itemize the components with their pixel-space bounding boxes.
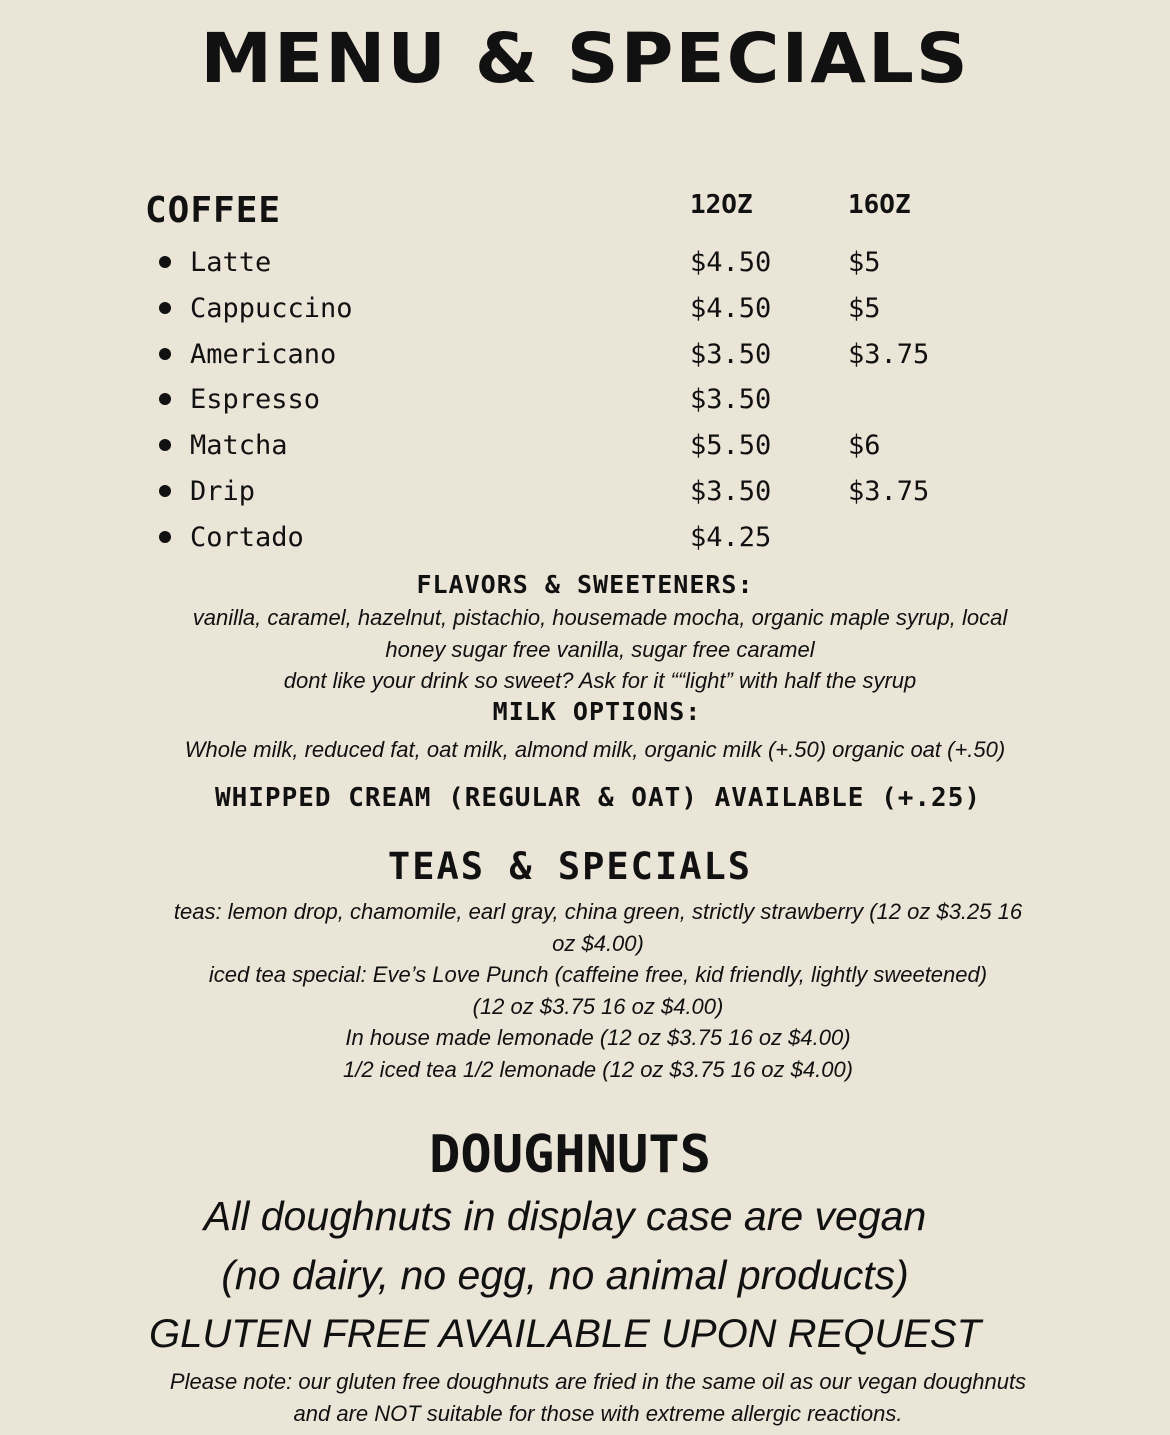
size-12oz-header: 12OZ (690, 190, 753, 220)
teas-line: teas: lemon drop, chamomile, earl gray, china green, strictly strawberry (12 oz $3.25 16 (173, 899, 1023, 924)
coffee-item (0, 469, 1170, 515)
coffee-name: Cortado (190, 521, 304, 553)
teas-heading: TEAS & SPECIALS (387, 845, 753, 888)
coffee-name: Latte (190, 247, 272, 278)
price-12oz: $5.50 (690, 430, 772, 462)
coffee-item (0, 515, 1170, 561)
doughnuts-no-animal-line: (no dairy, no egg, no animal products) (221, 1252, 909, 1298)
price-16oz: $3.75 (848, 338, 930, 370)
doughnuts-text (0, 1187, 1150, 1364)
bullet-icon (159, 256, 171, 268)
price-16oz: $6 (848, 430, 881, 462)
coffee-name: Matcha (190, 430, 288, 462)
coffee-name: Espresso (190, 384, 321, 416)
coffee-heading: COFFEE (145, 190, 282, 231)
milk-options-text: Whole milk, reduced fat, oat milk, almond milk, organic milk (+.50) organic oat (+.50) (184, 737, 1006, 762)
price-12oz: $4.50 (690, 292, 772, 324)
price-12oz: $4.50 (690, 247, 772, 278)
coffee-name: Cappuccino (190, 292, 353, 324)
coffee-item (0, 240, 1170, 286)
flavors-line: vanilla, caramel, hazelnut, pistachio, housemade mocha, organic maple syrup, local (192, 605, 1008, 630)
gluten-free-line: GLUTEN FREE AVAILABLE UPON REQUEST (148, 1312, 982, 1356)
price-12oz: $3.50 (690, 384, 772, 416)
price-12oz: $4.25 (690, 521, 772, 553)
coffee-item (0, 332, 1170, 378)
teas-line: oz $4.00) (552, 930, 644, 956)
teas-line: 1/2 iced tea 1/2 lemonade (12 oz $3.75 16 oz $4.00) (342, 1056, 854, 1082)
page-title: MENU & SPECIALS (200, 18, 970, 98)
bullet-icon (159, 531, 171, 543)
flavors-text (15, 602, 1170, 697)
price-16oz: $3.75 (848, 475, 930, 507)
flavors-line: dont like your drink so sweet? Ask for it ““light” with half the syrup (283, 668, 917, 693)
price-16oz: $5 (848, 292, 881, 324)
doughnuts-heading: DOUGHNUTS (429, 1125, 711, 1185)
milk-heading: MILK OPTIONS: (492, 697, 702, 726)
coffee-name: Americano (190, 338, 337, 370)
teas-line: (12 oz $3.75 16 oz $4.00) (472, 993, 724, 1019)
bullet-icon (159, 485, 171, 497)
doughnuts-vegan-line: All doughnuts in display case are vegan (203, 1193, 927, 1239)
price-12oz: $3.50 (690, 338, 772, 370)
bullet-icon (159, 439, 171, 451)
bullet-icon (159, 393, 171, 405)
allergy-note-line: and are NOT suitable for those with extreme allergic reactions. (293, 1400, 903, 1426)
coffee-list (0, 240, 1170, 561)
bullet-icon (159, 302, 171, 314)
price-12oz: $3.50 (690, 475, 772, 507)
price-16oz: $5 (848, 247, 881, 278)
flavors-line: honey sugar free vanilla, sugar free caramel (385, 636, 815, 662)
coffee-item (0, 423, 1170, 469)
flavors-heading: FLAVORS & SWEETENERS: (416, 570, 754, 599)
coffee-item (0, 377, 1170, 423)
teas-text (13, 896, 1170, 1085)
coffee-item (0, 286, 1170, 332)
coffee-name: Drip (190, 475, 256, 507)
allergy-note-line: Please note: our gluten free doughnuts are fried in the same oil as our vegan doughnuts (169, 1369, 1027, 1394)
allergy-note (13, 1366, 1170, 1429)
bullet-icon (159, 348, 171, 360)
teas-line: iced tea special: Eve’s Love Punch (caffeine free, kid friendly, lightly sweetened) (208, 962, 988, 987)
teas-line: In house made lemonade (12 oz $3.75 16 oz $4.00) (345, 1025, 851, 1050)
whipped-cream-note: WHIPPED CREAM (REGULAR & OAT) AVAILABLE (+.25) (214, 783, 982, 813)
size-16oz-header: 16OZ (848, 190, 911, 220)
